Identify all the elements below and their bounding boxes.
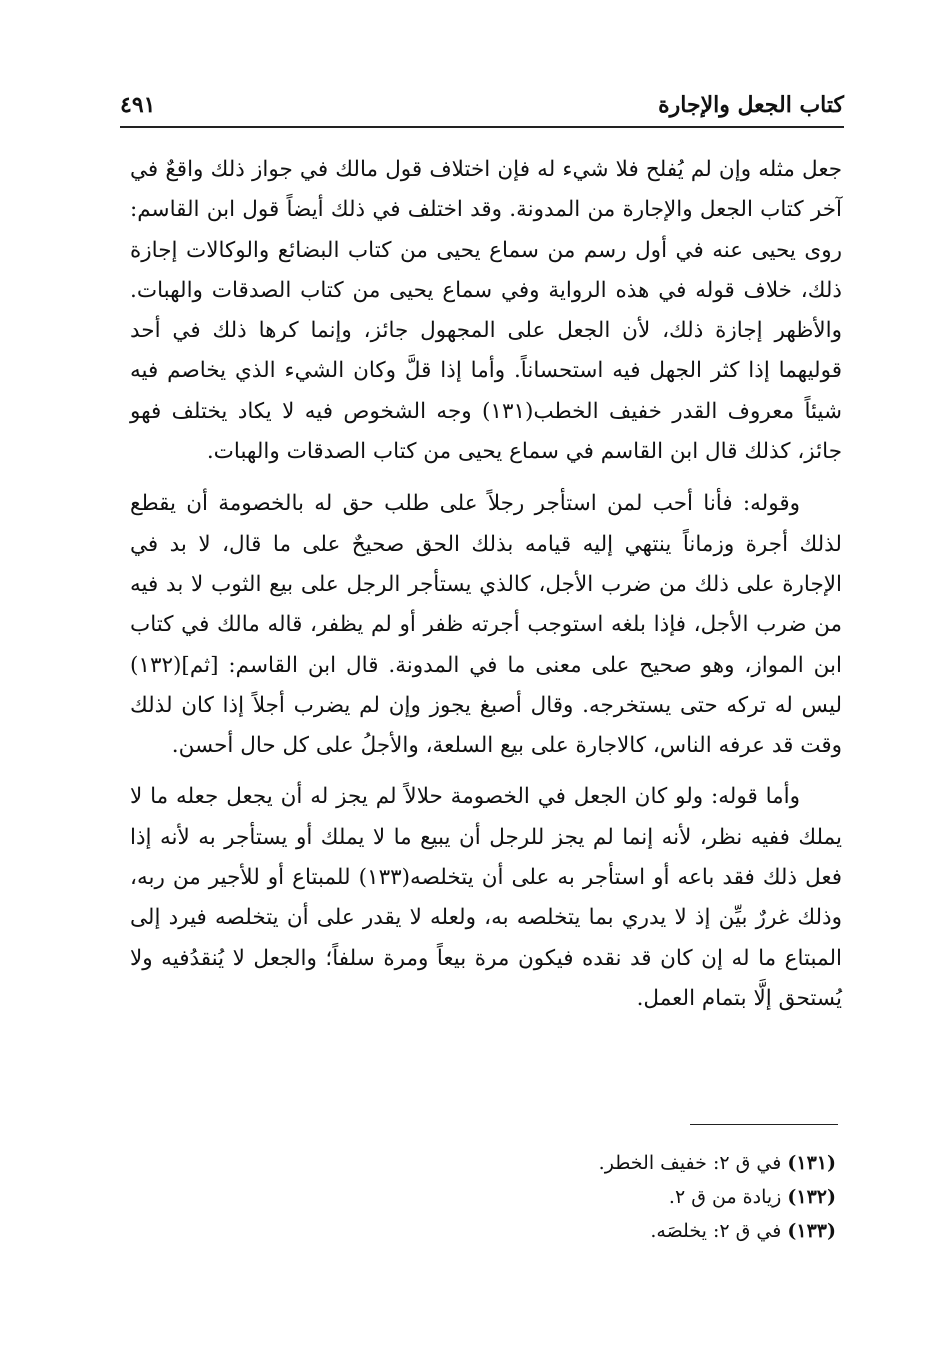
footnote-text: زيادة من ق ٢. — [668, 1186, 782, 1208]
paragraph: جعل مثله وإن لم يُفلح فلا شيء له فإن اختلاف قول مالك في جواز ذلك واقعٌ في آخر كتاب الجعل والإجارة من المدونة. وقد اختلف في ذلك أيضاً قول ابن القاسم: روى يحيى عنه في أول رسم من سماع يحيى من كتاب البضائع والوكالات إجازة ذلك، خلاف قوله في هذه الرواية وفي سماع يحيى من كتاب الصدقات والهبات. والأظهر إجازة ذلك، لأن الجعل على المجهول جائز، وإنما كرها ذلك في أحد قوليهما إذا كثر الجهل فيه استحساناً. وأما إذا قلَّ وكان الشيء الذي يخاصم فيه شيئاً معروف القدر خفيف الخطب(١٣١) وجه الشخوص فيه لا يكاد يختلف فهو جائز، كذلك قال ابن القاسم في سماع يحيى من كتاب الصدقات والهبات. — [130, 157, 842, 465]
page-header — [120, 92, 844, 128]
footnote-text: في ق ٢: خفيف الخطر. — [598, 1152, 782, 1174]
paragraph: وقوله: فأنا أحب لمن استأجر رجلاً على طلب حق له بالخصومة أن يقطع لذلك أجرة وزماناً ينتهي إليه قيامه بذلك الحق صحيحٌ على ما قال، لا بد في الإجارة على ذلك من ضرب الأجل، كالذي يستأجر الرجل على بيع الثوب لا بد فيه من ضرب الأجل، فإذا بلغه استوجب أجرته ظفر أو لم يظفر، قاله مالك في كتاب ابن المواز، وهو صحيح على معنى ما في المدونة. قال ابن القاسم: [ثم](١٣٢) ليس له تركه حتى يستخرجه. وقال أصبغ يجوز وإن لم يضرب أجلاً إذا كان لذلك وقت قد عرفه الناس، كالاجارة على بيع السلعة، والأجلُ على كل حال أحسن. — [130, 491, 842, 759]
footnote — [130, 1180, 836, 1214]
footnote-number: (١٣١) — [787, 1152, 836, 1174]
paragraph: وأما قوله: ولو كان الجعل في الخصومة حلالاً لم يجز له أن يجعل جعله ما لا يملك ففيه نظر، لأنه إنما لم يجز للرجل أن يبيع ما لا يملك أو يستأجر به لأنه إذا فعل ذلك فقد باعه أو استأجر به على أن يتخلصه(١٣٣) للمبتاع أو للأجير من ربه، وذلك غررٌ بيِّن إذ لا يدري بما يتخلصه به، ولعله لا يقدر على أن يتخلصه فيرد إلى المبتاع ما له إن كان قد نقده فيكون مرة بيعاً ومرة سلفاً؛ والجعل لا يُنقدُفيه ولا يُستحق إلَّا بتمام العمل. — [130, 784, 843, 1011]
footnote-number: (١٣٣) — [787, 1220, 836, 1242]
footnotes — [130, 1146, 836, 1248]
running-title: كتاب الجعل والإجارة — [658, 92, 844, 118]
footnote-text: في ق ٢: يخلصَه. — [650, 1220, 782, 1242]
footnote-number: (١٣٢) — [787, 1186, 836, 1208]
footnote — [130, 1146, 836, 1180]
footnote — [130, 1214, 836, 1248]
page-number: ٤٩١ — [120, 92, 156, 118]
main-text — [130, 150, 842, 1019]
footnote-separator — [690, 1124, 838, 1125]
